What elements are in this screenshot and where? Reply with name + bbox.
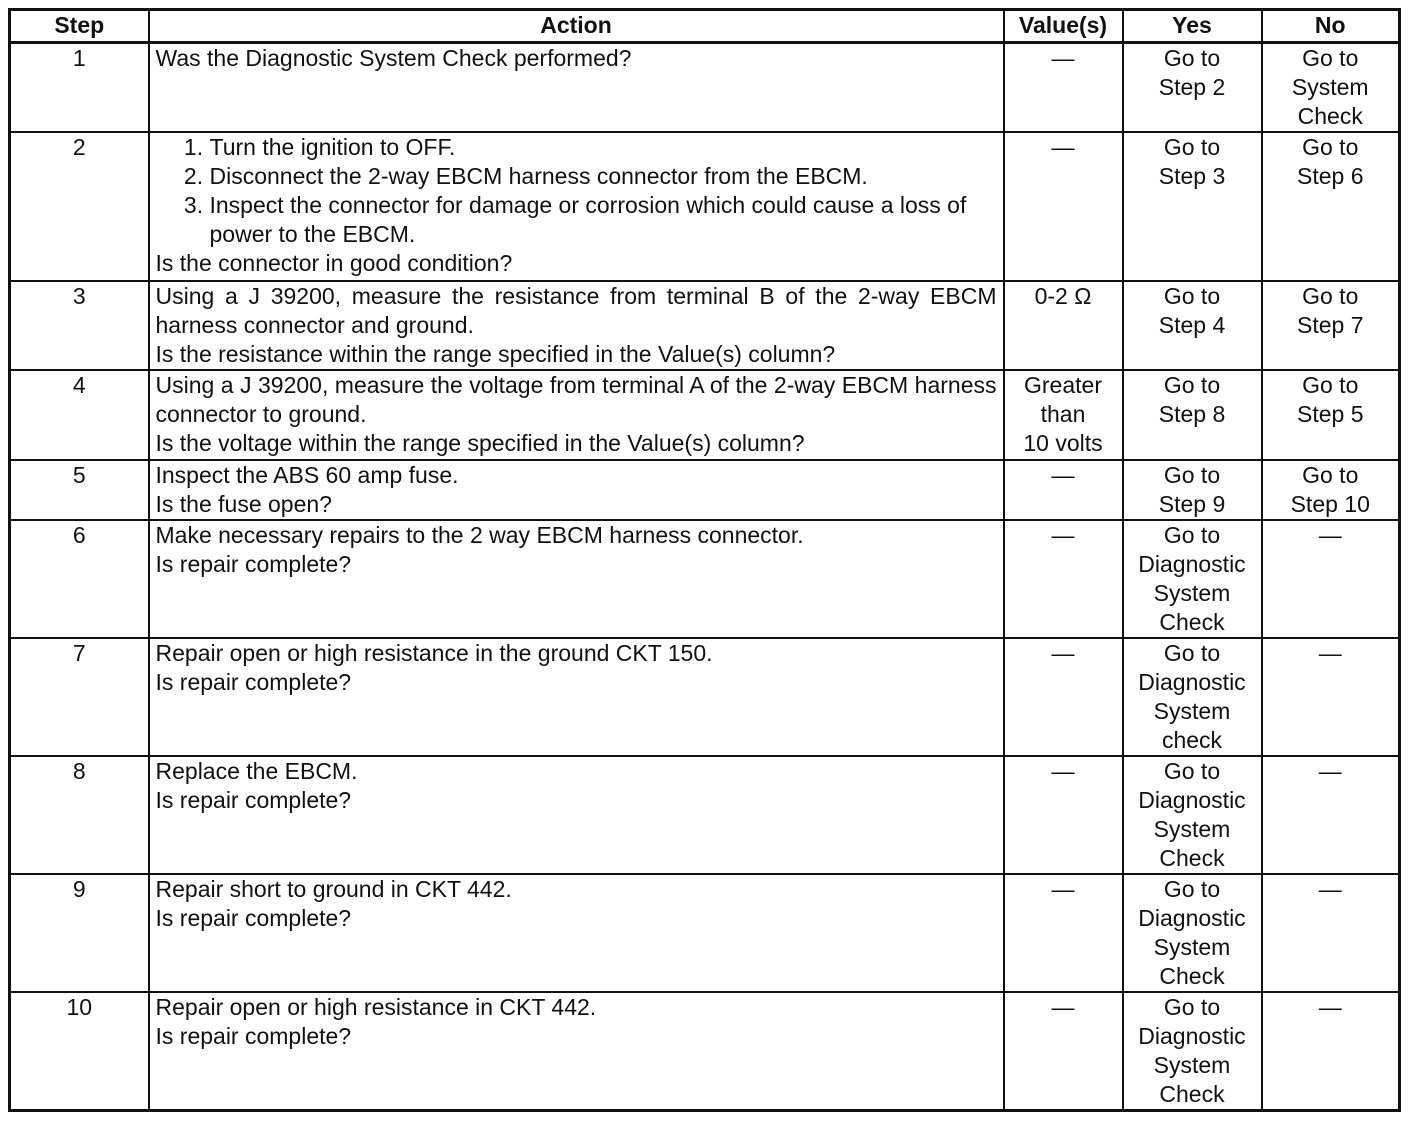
header-no: No [1262, 10, 1400, 43]
value-cell: — [1004, 520, 1123, 638]
table-row [10, 43, 1400, 133]
step-number: 5 [10, 460, 149, 520]
no-cell: Go to Step 10 [1262, 460, 1400, 520]
step-number: 7 [10, 638, 149, 756]
value-cell: — [1004, 43, 1123, 133]
action-instruction: Repair short to ground in CKT 442. [155, 876, 512, 902]
step-number: 1 [10, 43, 149, 133]
action-text [149, 43, 1004, 133]
value-cell: Greater than 10 volts [1004, 370, 1123, 460]
action-text [149, 874, 1004, 992]
header-step: Step [10, 10, 149, 43]
action-instruction: Make necessary repairs to the 2 way EBCM harness connector. [155, 522, 804, 548]
action-question: Is repair complete? [155, 787, 352, 813]
header-values: Value(s) [1004, 10, 1123, 43]
value-cell: — [1004, 992, 1123, 1111]
value-cell: — [1004, 874, 1123, 992]
table-row [10, 520, 1400, 638]
value-cell: — [1004, 756, 1123, 874]
value-cell: — [1004, 132, 1123, 281]
action-text [149, 460, 1004, 520]
no-cell: Go to Step 6 [1262, 132, 1400, 281]
action-question: Is the voltage within the range specified in the Value(s) column? [155, 430, 805, 456]
yes-cell: Go to Step 8 [1123, 370, 1262, 460]
yes-cell: Go to Diagnostic System Check [1123, 756, 1262, 874]
table-row [10, 756, 1400, 874]
action-question: Is repair complete? [155, 1023, 352, 1049]
action-question: Is repair complete? [155, 669, 352, 695]
yes-cell: Go to Diagnostic System Check [1123, 874, 1262, 992]
no-cell: — [1262, 520, 1400, 638]
action-question: Is repair complete? [155, 551, 352, 577]
action-text [149, 520, 1004, 638]
value-cell: — [1004, 460, 1123, 520]
no-cell: — [1262, 992, 1400, 1111]
step-number: 9 [10, 874, 149, 992]
step-number: 6 [10, 520, 149, 638]
action-instruction: Repair open or high resistance in the ground CKT 150. [155, 640, 713, 666]
step-number: 4 [10, 370, 149, 460]
no-cell: — [1262, 756, 1400, 874]
action-text [149, 638, 1004, 756]
table-row [10, 874, 1400, 992]
yes-cell: Go to Diagnostic System check [1123, 638, 1262, 756]
table-row [10, 370, 1400, 460]
no-cell: — [1262, 874, 1400, 992]
no-cell: Go to Step 5 [1262, 370, 1400, 460]
step-number: 10 [10, 992, 149, 1111]
step-number: 8 [10, 756, 149, 874]
header-yes: Yes [1123, 10, 1262, 43]
value-cell: 0-2 Ω [1004, 281, 1123, 370]
yes-cell: Go to Diagnostic System Check [1123, 992, 1262, 1111]
sub-step: 3. Inspect the connector for damage or corrosion which could cause a loss of power to the EBCM. [210, 191, 997, 249]
action-instruction: Was the Diagnostic System Check performed? [155, 45, 632, 71]
table-row [10, 132, 1400, 281]
value-cell: — [1004, 638, 1123, 756]
action-question: Is the resistance within the range specified in the Value(s) column? [155, 341, 836, 367]
action-question: Is the connector in good condition? [155, 250, 513, 276]
yes-cell: Go to Step 9 [1123, 460, 1262, 520]
action-question: Is repair complete? [155, 905, 352, 931]
step-number: 2 [10, 132, 149, 281]
diagnostic-table [8, 8, 1401, 1112]
action-instruction: Replace the EBCM. [155, 758, 358, 784]
action-text [149, 756, 1004, 874]
no-cell: Go to Step 7 [1262, 281, 1400, 370]
header-row [10, 10, 1400, 43]
action-text [149, 132, 1004, 281]
action-instruction: Using a J 39200, measure the voltage from terminal A of the 2-way EBCM harness connector to ground. [155, 372, 997, 427]
sub-step: 1. Turn the ignition to OFF. [210, 133, 997, 162]
table-row [10, 281, 1400, 370]
header-action: Action [149, 10, 1004, 43]
yes-cell: Go to Diagnostic System Check [1123, 520, 1262, 638]
action-text [149, 281, 1004, 370]
action-text [149, 370, 1004, 460]
sub-step: 2. Disconnect the 2-way EBCM harness connector from the EBCM. [210, 162, 997, 191]
step-number: 3 [10, 281, 149, 370]
no-cell: — [1262, 638, 1400, 756]
yes-cell: Go to Step 2 [1123, 43, 1262, 133]
action-instruction: Repair open or high resistance in CKT 442. [155, 994, 597, 1020]
diagnostic-document [8, 8, 1398, 1112]
action-question: Is the fuse open? [155, 491, 332, 517]
action-instruction: Inspect the ABS 60 amp fuse. [155, 462, 459, 488]
no-cell: Go to System Check [1262, 43, 1400, 133]
action-instruction: Using a J 39200, measure the resistance from terminal B of the 2-way EBCM harness connector and ground. [155, 283, 997, 338]
table-row [10, 992, 1400, 1111]
sub-step-list [156, 133, 997, 249]
yes-cell: Go to Step 3 [1123, 132, 1262, 281]
yes-cell: Go to Step 4 [1123, 281, 1262, 370]
table-row [10, 638, 1400, 756]
table-row [10, 460, 1400, 520]
action-text [149, 992, 1004, 1111]
